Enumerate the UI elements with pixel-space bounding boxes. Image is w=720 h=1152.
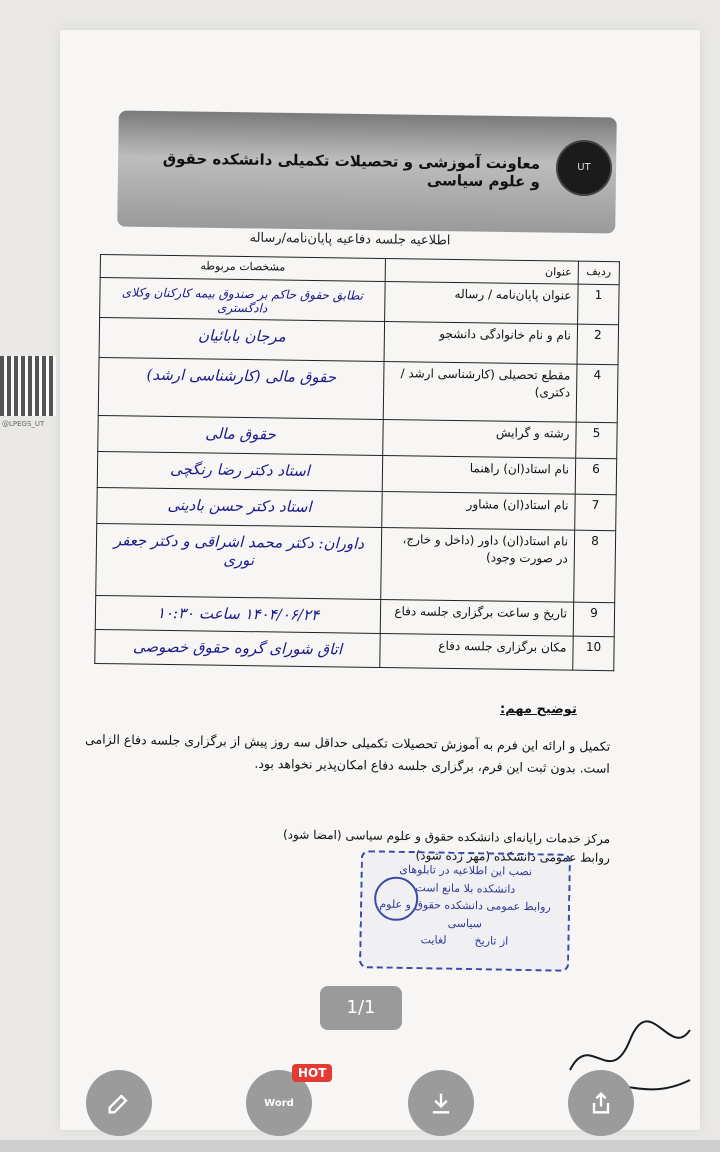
row-label: عنوان پایان‌نامه / رساله [385, 281, 579, 324]
row-value-handwritten: تطابق حقوق حاکم بر صندوق بیمه کارکنان وکلای دادگستری [121, 285, 364, 316]
row-label: رشته و گرایش [383, 419, 576, 458]
row-label: نام استاد(ان) داور (داخل و خارج، در صورت وجود) [381, 527, 575, 602]
header-title: معاونت آموزشی و تحصیلات تکمیلی دانشکده حقوق و علوم سیاسی [162, 149, 541, 191]
bottom-label-strip [0, 1140, 720, 1152]
row-index: 10 [573, 636, 614, 671]
stamp-line-5: لغایت [420, 933, 447, 948]
qr-label: @LPEGS_UT [2, 420, 45, 428]
row-index: 8 [574, 530, 616, 603]
stamp-line-2: دانشکده بلا مانع است [415, 880, 516, 896]
university-logo-icon: UT [556, 140, 612, 196]
row-index: 9 [573, 602, 614, 637]
row-value-handwritten: داوران: دکتر محمد اشراقی و دکتر جعفر نوری [113, 531, 365, 570]
row-label: نام و نام خانوادگی دانشجو [384, 321, 578, 364]
approval-stamp [359, 850, 571, 972]
qr-code-icon [0, 356, 56, 416]
row-index: 6 [575, 458, 616, 495]
edit-button[interactable] [86, 1070, 152, 1136]
row-index: 7 [575, 494, 616, 531]
row-index: 1 [578, 284, 620, 325]
form-subtitle: اطلاعیه جلسه دفاعیه پایان‌نامه/رساله [249, 230, 451, 249]
share-button[interactable] [568, 1070, 634, 1136]
header-index: ردیف [578, 261, 619, 285]
header-title-col: عنوان [385, 258, 578, 284]
table-row [96, 523, 616, 602]
row-value-handwritten: ۱۴۰۴/۰۶/۲۴ ساعت ۱۰:۳۰ [156, 603, 320, 625]
row-label: نام استاد(ان) مشاور [382, 491, 575, 530]
note-body: تکمیل و ارائه این فرم به آموزش تحصیلات تکمیلی حداقل سه روز پیش از برگزاری جلسه دفاع الزامی است. بدون ثبت این فرم، برگزاری جلسه دفاع امکان‌پذیر نخواهد بود. [84, 731, 611, 776]
table-row [95, 629, 614, 670]
edit-icon [105, 1089, 133, 1117]
row-index: 2 [577, 324, 619, 365]
row-label: مکان برگزاری جلسه دفاع [380, 633, 573, 670]
row-index: 4 [576, 364, 618, 423]
row-label: مقطع تحصیلی (کارشناسی ارشد / دکتری) [383, 361, 577, 422]
stamp-line-1: نصب این اطلاعیه در تابلوهای [399, 862, 533, 879]
note-title: توضیح مهم: [500, 702, 577, 717]
row-value-handwritten: مرجان بابائیان [197, 326, 286, 346]
row-value-handwritten: استاد دکتر حسن بادینی [167, 495, 312, 516]
row-label: نام استاد(ان) راهنما [382, 455, 575, 494]
row-value-handwritten: حقوق مالی [205, 424, 276, 444]
row-value-handwritten: حقوق مالی (کارشناسی ارشد) [146, 365, 337, 387]
stamp-line-3: روابط عمومی دانشکده حقوق و علوم سیاسی [379, 897, 551, 931]
row-value-handwritten: اتاق شورای گروه حقوق خصوصی [132, 637, 343, 659]
page-indicator: 1/1 [320, 986, 402, 1030]
word-label: Word [264, 1097, 294, 1109]
download-icon [427, 1089, 455, 1117]
header-details: مشخصات مربوطه [100, 255, 385, 282]
hot-badge: HOT [292, 1064, 332, 1082]
table-row [98, 357, 618, 422]
share-icon [587, 1089, 615, 1117]
stamp-line-4: از تاریخ [474, 934, 509, 949]
announcement-table [94, 254, 620, 671]
row-index: 5 [576, 422, 617, 459]
download-button[interactable] [408, 1070, 474, 1136]
footer-line-2: روابط عمومی دانشکده (مهر زده شود) [415, 848, 610, 866]
row-label: تاریخ و ساعت برگزاری جلسه دفاع [380, 599, 573, 636]
row-value-handwritten: استاد دکتر رضا رنگچی [169, 459, 311, 480]
footer-line-1: مرکز خدمات رایانه‌ای دانشکده حقوق و علوم سیاسی (امضا شود) [282, 827, 611, 846]
